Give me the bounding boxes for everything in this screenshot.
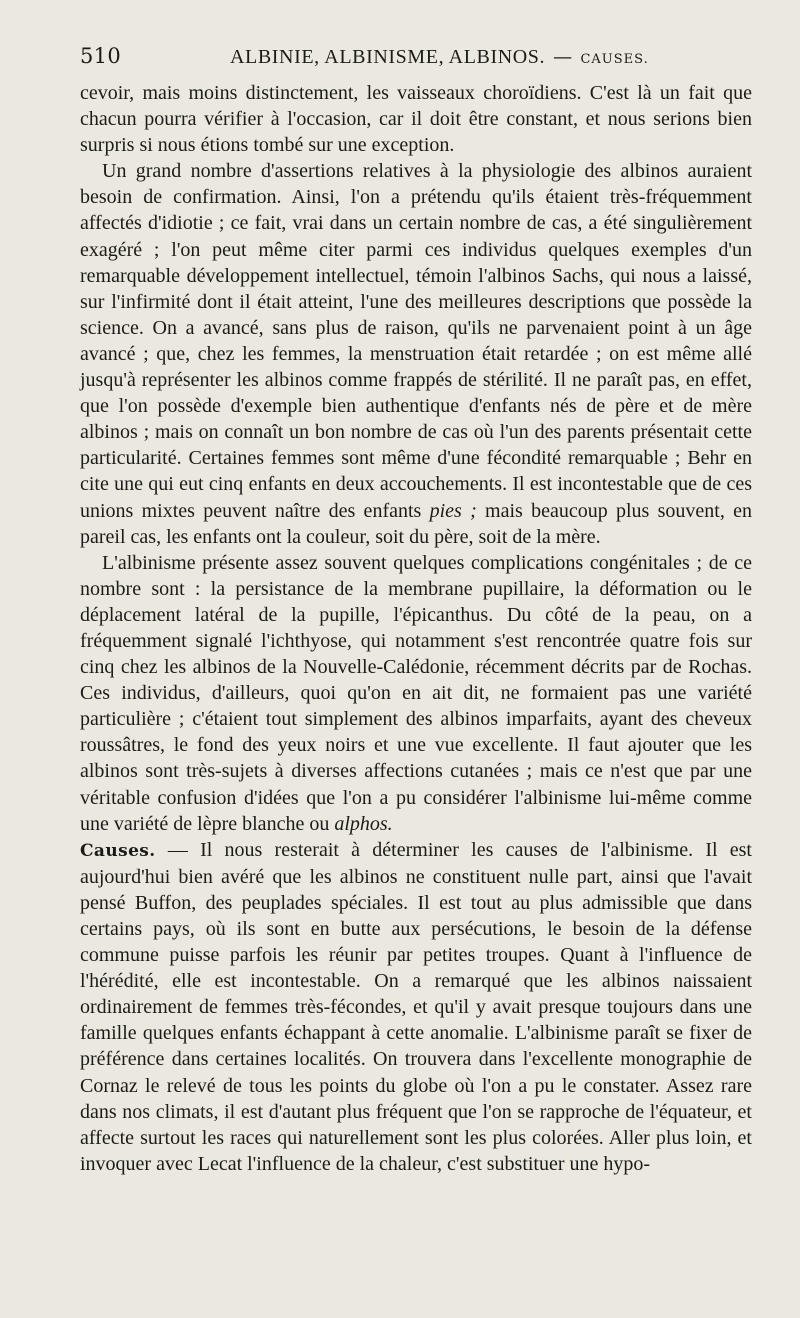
running-title: ALBINIE, ALBINISME, ALBINOS.	[230, 46, 546, 68]
paragraph-continuation: cevoir, mais moins distinctement, les vaisseaux choroïdiens. C'est là un fait que chacun pourra vérifier à l'occasion, car il doit être constant, et nous serions bien surpris si nous étions tombé sur une exception.	[80, 82, 752, 157]
paragraph-physiology	[80, 158, 752, 549]
paragraph-physiology-text: Un grand nombre d'assertions relatives à la physiologie des albinos auraient besoin de confirmation. Ainsi, l'on a prétendu qu'ils étaient très-fréquemment affectés d'idiotie ; ce fait, vrai dans un certain nombre de cas, a été singulièrement exagéré ; l'on peut même citer parmi ces individus quelques exemples d'un remarquable développement intellectuel, témoin l'albinos Sachs, qui nous a laissé, sur l'infirmité dont il était atteint, l'une des meilleures descriptions que possède la science. On a avancé, sans plus de raison, qu'ils ne parvenaient point à un âge avancé ; que, chez les femmes, la menstruation était retardée ; on est même allé jusqu'à représenter les albinos comme frappés de stérilité. Il ne paraît pas, en effet, que l'on possède d'exemple bien authentique d'enfants nés de père et de mère albinos ; mais on connaît un bon nombre de cas où l'un des parents présentait cette particularité. Certaines femmes sont même d'une fécondité remarquable ; Behr en cite une qui eut cinq enfants en deux accouchements. Il est incontestable que de ces unions mixtes peuvent naître des enfants	[80, 160, 752, 522]
italic-term-alphos: alphos.	[334, 812, 393, 835]
page-number: 510	[80, 44, 121, 68]
paragraph-causes-text: — Il nous resterait à déterminer les causes de l'albinisme. Il est aujourd'hui bien avéré que les albinos ne constituent nulle part, ainsi que l'avait pensé Buffon, des peuplades spéciales. Il est tout au plus admissible que dans certains pays, où ils sont en butte aux persécutions, le besoin de la défense commune puisse parfois les réunir par petites troupes. Quant à l'influence de l'hérédité, elle est incontestable. On a remarqué que les albinos naissaient ordinairement de femmes très-fécondes, et qu'il y avait presque toujours dans une famille quelques enfants échappant à cette anomalie. L'albinisme paraît se fixer de préférence dans certaines localités. On trouvera dans l'excellente monographie de Cornaz le relevé de tous les points du globe où l'on a pu le constater. Assez rare dans nos climats, il est d'autant plus fréquent que l'on se rapproche de l'équateur, et affecte surtout les races qui naturellement sont les plus colorées. Aller plus loin, et invoquer avec Lecat l'influence de la chaleur, c'est substituer une hypo-	[80, 838, 752, 1175]
paragraph-physiology-end: mais beaucoup plus souvent, en pareil cas, les enfants ont la couleur, soit du père, soit de la mère.	[80, 499, 752, 548]
section-heading-causes: Causes.	[80, 840, 156, 861]
running-head	[80, 44, 752, 80]
paragraph-complications	[80, 550, 752, 837]
italic-term-pies: pies ;	[429, 499, 477, 522]
title-separator: —	[553, 46, 573, 68]
paragraph-complications-text: L'albinisme présente assez souvent quelques complications congénitales ; de ce nombre sont : la persistance de la membrane pupillaire, la déformation ou le déplacement latéral de la pupille, l'épicanthus. Du côté de la peau, on a fréquemment signalé l'ichthyose, qui notamment s'est rencontrée quatre fois sur cinq chez les albinos de la Nouvelle-Calédonie, récemment décrits par de Rochas. Ces individus, d'ailleurs, quoi qu'on en ait dit, ne formaient pas une variété particulière ; c'étaient tout simplement des albinos imparfaits, ayant des cheveux roussâtres, le fond des yeux noirs et une vue excellente. Il faut ajouter que les albinos sont très-sujets à diverses affections cutanées ; mais ce n'est que par une véritable confusion d'idées que l'on a pu considérer l'albinisme lui-même comme une variété de lèpre blanche ou	[80, 551, 752, 835]
paragraph-causes	[80, 837, 752, 1177]
body-text	[80, 80, 752, 1177]
running-subtitle: CAUSES.	[580, 52, 649, 67]
